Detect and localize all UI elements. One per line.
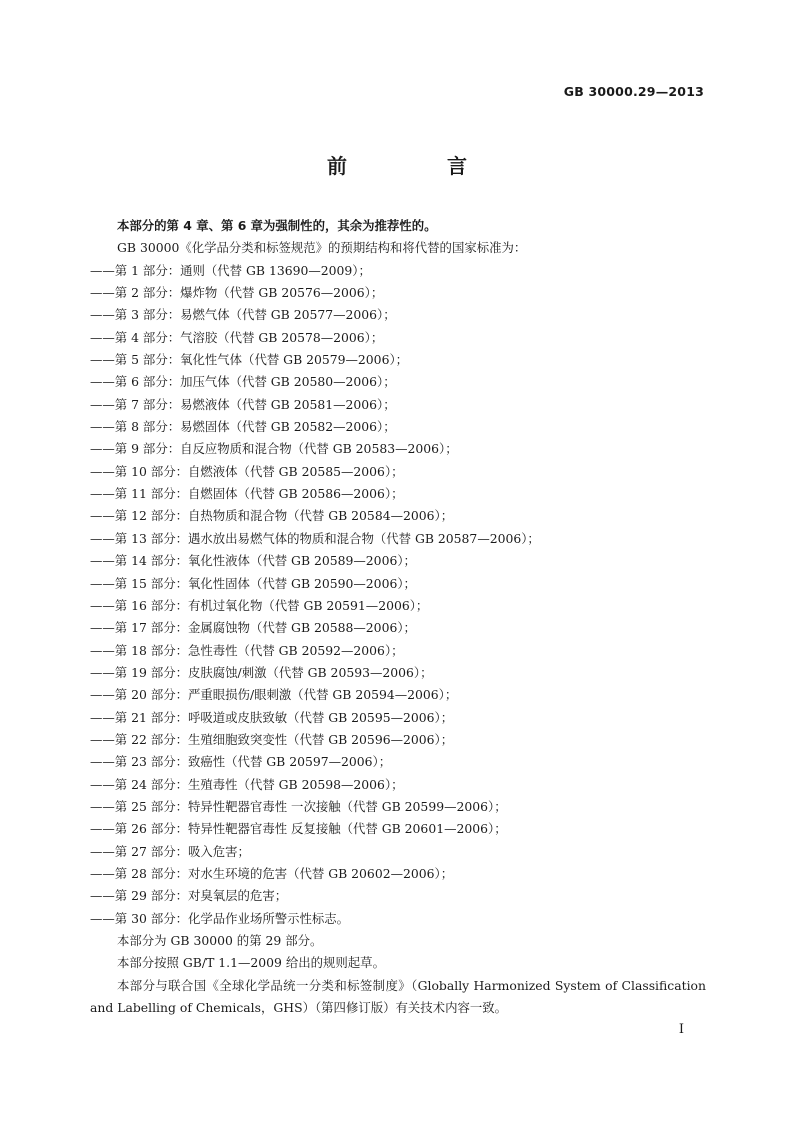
- list-item: ——第 27 部分：吸入危害；: [90, 843, 250, 859]
- page-title: 前 言: [327, 154, 507, 178]
- mandatory-statement: 本部分的第 4 章、第 6 章为强制性的，其余为推荐性的。: [117, 218, 437, 233]
- list-item: ——第 11 部分：自燃固体（代替 GB 20586—2006）；: [90, 486, 404, 502]
- list-item: ——第 15 部分：氧化性固体（代替 GB 20590—2006）；: [90, 575, 416, 591]
- part-of-statement: 本部分为 GB 30000 的第 29 部分。: [117, 933, 323, 948]
- list-item: ——第 18 部分：急性毒性（代替 GB 20592—2006）；: [90, 642, 404, 658]
- list-item: ——第 10 部分：自燃液体（代替 GB 20585—2006）；: [90, 463, 404, 479]
- list-item: ——第 17 部分：金属腐蚀物（代替 GB 20588—2006）；: [90, 620, 416, 636]
- list-item: ——第 8 部分：易燃固体（代替 GB 20582—2006）；: [90, 419, 396, 435]
- list-item: ——第 12 部分：自热物质和混合物（代替 GB 20584—2006）；: [90, 508, 454, 524]
- list-item: ——第 19 部分：皮肤腐蚀/刺激（代替 GB 20593—2006）；: [90, 664, 433, 680]
- list-item: ——第 21 部分：呼吸道或皮肤致敏（代替 GB 20595—2006）；: [90, 709, 454, 725]
- list-item: ——第 14 部分：氧化性液体（代替 GB 20589—2006）；: [90, 553, 416, 569]
- list-item: ——第 28 部分：对水生环境的危害（代替 GB 20602—2006）；: [90, 865, 454, 881]
- list-item: ——第 22 部分：生殖细胞致突变性（代替 GB 20596—2006）；: [90, 731, 454, 747]
- consistency-statement: 本部分与联合国《全球化学品统一分类和标签制度》（Globally Harmonized System of Classification and Labelling of Chemicals，GHS）（第四修订版）有关技术内容一致。: [90, 977, 706, 1016]
- foreword-body: [90, 215, 706, 1019]
- list-item: ——第 25 部分：特异性靶器官毒性 一次接触（代替 GB 20599—2006）；: [90, 798, 507, 814]
- list-item: ——第 2 部分：爆炸物（代替 GB 20576—2006）；: [90, 285, 384, 301]
- list-item: ——第 16 部分：有机过氧化物（代替 GB 20591—2006）；: [90, 597, 429, 613]
- document-code: GB 30000.29—2013: [563, 84, 704, 99]
- page-number: I: [678, 1022, 684, 1037]
- list-item: ——第 4 部分：气溶胶（代替 GB 20578—2006）；: [90, 329, 384, 345]
- list-item: ——第 5 部分：氧化性气体（代替 GB 20579—2006）；: [90, 352, 409, 368]
- list-item: ——第 23 部分：致癌性（代替 GB 20597—2006）；: [90, 754, 392, 770]
- list-item: ——第 7 部分：易燃液体（代替 GB 20581—2006）；: [90, 396, 396, 412]
- list-item: ——第 9 部分：自反应物质和混合物（代替 GB 20583—2006）；: [90, 441, 458, 457]
- list-item: ——第 3 部分：易燃气体（代替 GB 20577—2006）；: [90, 307, 396, 323]
- list-item: ——第 26 部分：特异性靶器官毒性 反复接触（代替 GB 20601—2006）；: [90, 821, 507, 837]
- drafting-rules-statement: 本部分按照 GB/T 1.1—2009 给出的规则起草。: [117, 955, 385, 971]
- list-item: ——第 30 部分：化学品作业场所警示性标志。: [90, 910, 350, 926]
- structure-statement: GB 30000《化学品分类和标签规范》的预期结构和将代替的国家标准为：: [117, 240, 527, 256]
- list-item: ——第 6 部分：加压气体（代替 GB 20580—2006）；: [90, 374, 396, 390]
- list-item: ——第 24 部分：生殖毒性（代替 GB 20598—2006）；: [90, 776, 404, 792]
- list-item: ——第 29 部分：对臭氧层的危害；: [90, 888, 288, 904]
- parts-list: [90, 260, 706, 930]
- list-item: ——第 1 部分：通则（代替 GB 13690—2009）；: [90, 262, 371, 278]
- list-item: ——第 13 部分：遇水放出易燃气体的物质和混合物（代替 GB 20587—2006）；: [90, 530, 540, 546]
- list-item: ——第 20 部分：严重眼损伤/眼刺激（代替 GB 20594—2006）；: [90, 687, 458, 703]
